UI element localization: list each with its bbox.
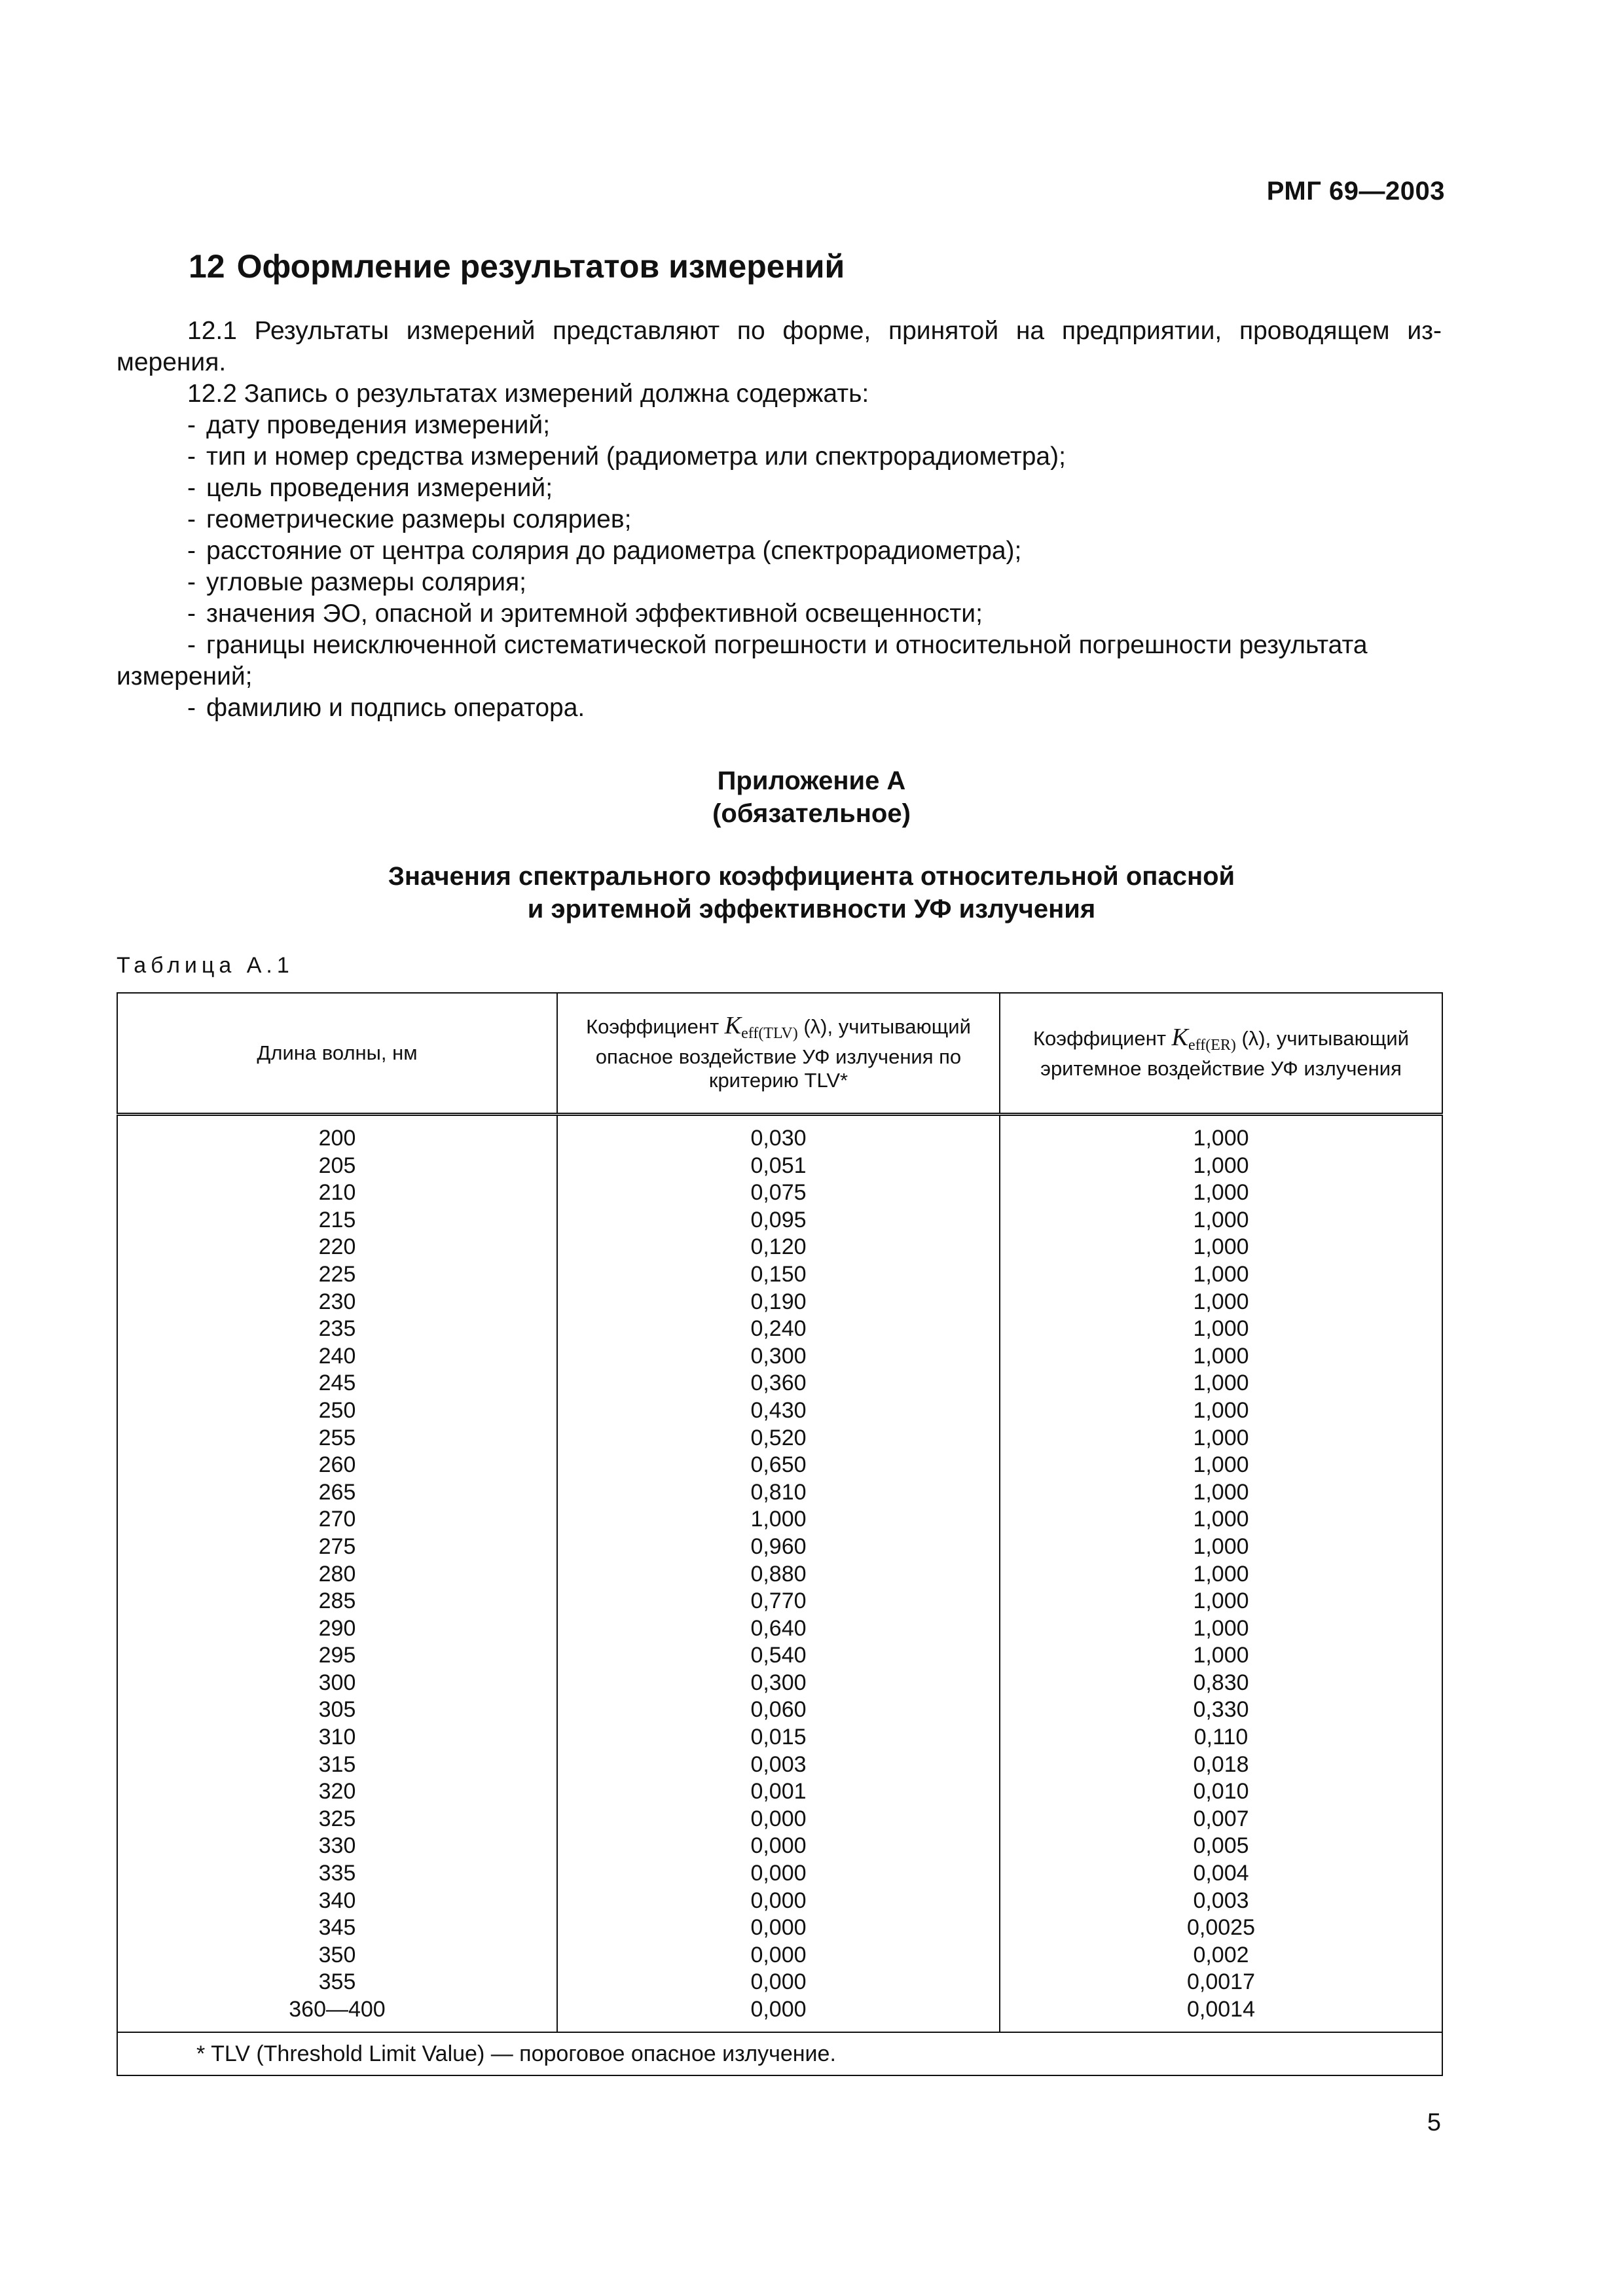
- cell-wavelength: 360—400: [117, 1996, 557, 2032]
- section-number: 12: [189, 248, 225, 285]
- cell-er-value: 0,002: [1000, 1942, 1442, 1969]
- cell-wavelength: 355: [117, 1969, 557, 1996]
- cell-er-value: 0,110: [1000, 1724, 1442, 1751]
- cell-wavelength: 255: [117, 1425, 557, 1452]
- cell-wavelength: 330: [117, 1833, 557, 1860]
- cell-tlv-value: 0,003: [557, 1751, 1000, 1779]
- cell-tlv-value: 0,000: [557, 1969, 1000, 1996]
- cell-wavelength: 340: [117, 1888, 557, 1915]
- cell-wavelength: 265: [117, 1479, 557, 1507]
- table-row: [117, 1806, 1442, 1833]
- table-caption: Таблица А.1: [117, 953, 294, 978]
- cell-tlv-value: 0,075: [557, 1179, 1000, 1207]
- list-item: [117, 567, 1442, 598]
- cell-er-value: 1,000: [1000, 1588, 1442, 1615]
- header-tlv-subscript: eff(TLV): [741, 1025, 798, 1043]
- cell-er-value: 0,005: [1000, 1833, 1442, 1860]
- cell-wavelength: 310: [117, 1724, 557, 1751]
- cell-wavelength: 280: [117, 1561, 557, 1588]
- annex-status: (обязательное): [712, 799, 911, 828]
- cell-wavelength: 290: [117, 1615, 557, 1643]
- cell-tlv-value: 0,030: [557, 1115, 1000, 1153]
- cell-er-value: 0,004: [1000, 1860, 1442, 1888]
- cell-er-value: 1,000: [1000, 1179, 1442, 1207]
- list-item-text: цель проведения измерений;: [206, 474, 553, 502]
- cell-tlv-value: 0,770: [557, 1588, 1000, 1615]
- table-footnote: * TLV (Threshold Limit Value) — пороговое опасное излучение.: [117, 2032, 1442, 2075]
- list-item-text: значения ЭО, опасной и эритемной эффективной освещенности;: [206, 600, 983, 628]
- table-row: [117, 1860, 1442, 1888]
- table-row: [117, 1724, 1442, 1751]
- section-title: [189, 247, 845, 285]
- list-item: [117, 630, 1442, 692]
- requirements-list: [117, 410, 1442, 724]
- annex-subtitle-line-2: и эритемной эффективности УФ излучения: [527, 895, 1096, 924]
- paragraph-12-1: 12.1 Результаты измерений представляют по форме, принятой на предприятии, проводящем из-мерения.: [117, 317, 1442, 376]
- cell-er-value: 0,018: [1000, 1751, 1442, 1779]
- cell-er-value: 1,000: [1000, 1370, 1442, 1397]
- table-row: [117, 1588, 1442, 1615]
- table-row: [117, 1833, 1442, 1860]
- list-item: [117, 504, 1442, 535]
- cell-er-value: 1,000: [1000, 1153, 1442, 1180]
- list-item: [117, 410, 1442, 441]
- cell-tlv-value: 0,000: [557, 1942, 1000, 1969]
- cell-er-value: 1,000: [1000, 1615, 1442, 1643]
- cell-er-value: 0,003: [1000, 1888, 1442, 1915]
- cell-wavelength: 285: [117, 1588, 557, 1615]
- list-item: [117, 535, 1442, 567]
- cell-tlv-value: 0,000: [557, 1806, 1000, 1833]
- list-item-text: угловые размеры солярия;: [206, 568, 526, 596]
- header-er-prefix: Коэффициент: [1032, 1026, 1172, 1050]
- list-item: [117, 598, 1442, 630]
- cell-wavelength: 260: [117, 1452, 557, 1479]
- cell-er-value: 1,000: [1000, 1207, 1442, 1234]
- table-row: [117, 1670, 1442, 1697]
- cell-tlv-value: 0,880: [557, 1561, 1000, 1588]
- cell-wavelength: 250: [117, 1397, 557, 1425]
- table-row: [117, 1751, 1442, 1779]
- header-er-subscript: eff(ER): [1188, 1037, 1236, 1054]
- header-tlv-suffix: (λ), учитывающий опасное воздействие УФ излучения по критерию TLV*: [595, 1014, 971, 1092]
- header-er-symbol: K: [1171, 1023, 1188, 1051]
- cell-er-value: 1,000: [1000, 1234, 1442, 1261]
- cell-wavelength: 275: [117, 1534, 557, 1561]
- cell-wavelength: 345: [117, 1914, 557, 1942]
- table-row: [117, 1261, 1442, 1289]
- table-row: [117, 1996, 1442, 2032]
- cell-tlv-value: 1,000: [557, 1506, 1000, 1534]
- list-item: [117, 473, 1442, 504]
- cell-tlv-value: 0,095: [557, 1207, 1000, 1234]
- table-row: [117, 1942, 1442, 1969]
- cell-wavelength: 245: [117, 1370, 557, 1397]
- cell-tlv-value: 0,150: [557, 1261, 1000, 1289]
- table-row: [117, 1642, 1442, 1670]
- cell-wavelength: 295: [117, 1642, 557, 1670]
- header-er-suffix: (λ), учитывающий эритемное воздействие УФ излучения: [1040, 1026, 1410, 1081]
- cell-er-value: 0,830: [1000, 1670, 1442, 1697]
- cell-wavelength: 320: [117, 1778, 557, 1806]
- document-code: РМГ 69—2003: [1266, 177, 1445, 206]
- cell-tlv-value: 0,060: [557, 1696, 1000, 1724]
- cell-tlv-value: 0,000: [557, 1888, 1000, 1915]
- table-footnote-row: [117, 2032, 1442, 2075]
- table-row: [117, 1153, 1442, 1180]
- table-row: [117, 1969, 1442, 1996]
- table-row: [117, 1696, 1442, 1724]
- cell-er-value: 0,330: [1000, 1696, 1442, 1724]
- list-item: [117, 441, 1442, 473]
- cell-er-value: 1,000: [1000, 1316, 1442, 1343]
- cell-er-value: 1,000: [1000, 1561, 1442, 1588]
- list-dash: -: [187, 694, 196, 722]
- cell-wavelength: 220: [117, 1234, 557, 1261]
- cell-wavelength: 200: [117, 1115, 557, 1153]
- cell-wavelength: 315: [117, 1751, 557, 1779]
- section-title-text: Оформление результатов измерений: [236, 248, 845, 285]
- cell-er-value: 1,000: [1000, 1397, 1442, 1425]
- table-container: [117, 992, 1442, 2076]
- cell-wavelength: 350: [117, 1942, 557, 1969]
- annex-heading: [0, 764, 1623, 830]
- list-item-text: границы неисключенной систематической погрешности и относительной погрешности результата измерений;: [117, 631, 1368, 691]
- table-row: [117, 1888, 1442, 1915]
- cell-tlv-value: 0,000: [557, 1833, 1000, 1860]
- header-tlv-coefficient: [557, 993, 1000, 1115]
- cell-er-value: 1,000: [1000, 1261, 1442, 1289]
- cell-er-value: 1,000: [1000, 1506, 1442, 1534]
- list-dash: -: [187, 631, 196, 659]
- header-tlv-prefix: Коэффициент: [586, 1014, 725, 1038]
- cell-er-value: 1,000: [1000, 1479, 1442, 1507]
- page-number: 5: [1427, 2109, 1441, 2136]
- cell-er-value: 1,000: [1000, 1534, 1442, 1561]
- cell-tlv-value: 0,240: [557, 1316, 1000, 1343]
- table-row: [117, 1561, 1442, 1588]
- table-header-row: [117, 993, 1442, 1115]
- list-dash: -: [187, 568, 196, 596]
- list-item-text: тип и номер средства измерений (радиометра или спектрорадиометра);: [206, 442, 1066, 471]
- table-row: [117, 1452, 1442, 1479]
- header-tlv-symbol: K: [724, 1011, 742, 1039]
- list-dash: -: [187, 442, 196, 471]
- cell-tlv-value: 0,640: [557, 1615, 1000, 1643]
- cell-er-value: 1,000: [1000, 1343, 1442, 1371]
- cell-tlv-value: 0,430: [557, 1397, 1000, 1425]
- list-item-text: фамилию и подпись оператора.: [206, 694, 585, 722]
- cell-er-value: 1,000: [1000, 1289, 1442, 1316]
- header-er-coefficient: [1000, 993, 1442, 1115]
- table-row: [117, 1207, 1442, 1234]
- cell-er-value: 0,0014: [1000, 1996, 1442, 2032]
- cell-er-value: 0,0025: [1000, 1914, 1442, 1942]
- cell-tlv-value: 0,960: [557, 1534, 1000, 1561]
- table-row: [117, 1234, 1442, 1261]
- table-row: [117, 1534, 1442, 1561]
- table-row: [117, 1343, 1442, 1371]
- list-dash: -: [187, 600, 196, 628]
- table-row: [117, 1179, 1442, 1207]
- cell-tlv-value: 0,810: [557, 1479, 1000, 1507]
- table-row: [117, 1289, 1442, 1316]
- cell-tlv-value: 0,000: [557, 1996, 1000, 2032]
- table-row: [117, 1479, 1442, 1507]
- table-row: [117, 1778, 1442, 1806]
- cell-tlv-value: 0,520: [557, 1425, 1000, 1452]
- list-item-text: дату проведения измерений;: [206, 411, 551, 439]
- cell-tlv-value: 0,300: [557, 1670, 1000, 1697]
- cell-wavelength: 325: [117, 1806, 557, 1833]
- cell-tlv-value: 0,000: [557, 1914, 1000, 1942]
- cell-er-value: 0,0017: [1000, 1969, 1442, 1996]
- annex-subtitle-line-1: Значения спектрального коэффициента относительной опасной: [388, 862, 1235, 891]
- cell-tlv-value: 0,190: [557, 1289, 1000, 1316]
- cell-tlv-value: 0,540: [557, 1642, 1000, 1670]
- cell-wavelength: 210: [117, 1179, 557, 1207]
- cell-wavelength: 335: [117, 1860, 557, 1888]
- list-dash: -: [187, 505, 196, 533]
- list-item: [117, 692, 1442, 724]
- cell-wavelength: 305: [117, 1696, 557, 1724]
- coefficients-table: [117, 992, 1443, 2076]
- cell-er-value: 1,000: [1000, 1115, 1442, 1153]
- cell-tlv-value: 0,650: [557, 1452, 1000, 1479]
- cell-tlv-value: 0,015: [557, 1724, 1000, 1751]
- cell-wavelength: 225: [117, 1261, 557, 1289]
- table-row: [117, 1914, 1442, 1942]
- table-row: [117, 1506, 1442, 1534]
- table-row: [117, 1316, 1442, 1343]
- header-wavelength: Длина волны, нм: [117, 993, 557, 1115]
- cell-tlv-value: 0,051: [557, 1153, 1000, 1180]
- cell-tlv-value: 0,001: [557, 1778, 1000, 1806]
- list-dash: -: [187, 474, 196, 502]
- table-body: [117, 1115, 1442, 2032]
- cell-tlv-value: 0,300: [557, 1343, 1000, 1371]
- cell-wavelength: 300: [117, 1670, 557, 1697]
- cell-wavelength: 240: [117, 1343, 557, 1371]
- table-row: [117, 1425, 1442, 1452]
- table-row: [117, 1115, 1442, 1153]
- cell-wavelength: 205: [117, 1153, 557, 1180]
- cell-tlv-value: 0,120: [557, 1234, 1000, 1261]
- table-row: [117, 1397, 1442, 1425]
- list-dash: -: [187, 411, 196, 439]
- section-body: [117, 315, 1442, 724]
- cell-wavelength: 270: [117, 1506, 557, 1534]
- cell-tlv-value: 0,000: [557, 1860, 1000, 1888]
- cell-er-value: 1,000: [1000, 1452, 1442, 1479]
- cell-tlv-value: 0,360: [557, 1370, 1000, 1397]
- annex-title: Приложение А: [717, 766, 906, 795]
- table-row: [117, 1615, 1442, 1643]
- paragraph-12-2: 12.2 Запись о результатах измерений должна содержать:: [187, 380, 869, 408]
- cell-wavelength: 230: [117, 1289, 557, 1316]
- annex-subtitle: [0, 860, 1623, 925]
- cell-er-value: 0,010: [1000, 1778, 1442, 1806]
- list-item-text: геометрические размеры соляриев;: [206, 505, 632, 533]
- cell-er-value: 0,007: [1000, 1806, 1442, 1833]
- table-row: [117, 1370, 1442, 1397]
- list-dash: -: [187, 537, 196, 565]
- cell-er-value: 1,000: [1000, 1642, 1442, 1670]
- cell-wavelength: 235: [117, 1316, 557, 1343]
- cell-wavelength: 215: [117, 1207, 557, 1234]
- cell-er-value: 1,000: [1000, 1425, 1442, 1452]
- list-item-text: расстояние от центра солярия до радиометра (спектрорадиометра);: [206, 537, 1022, 565]
